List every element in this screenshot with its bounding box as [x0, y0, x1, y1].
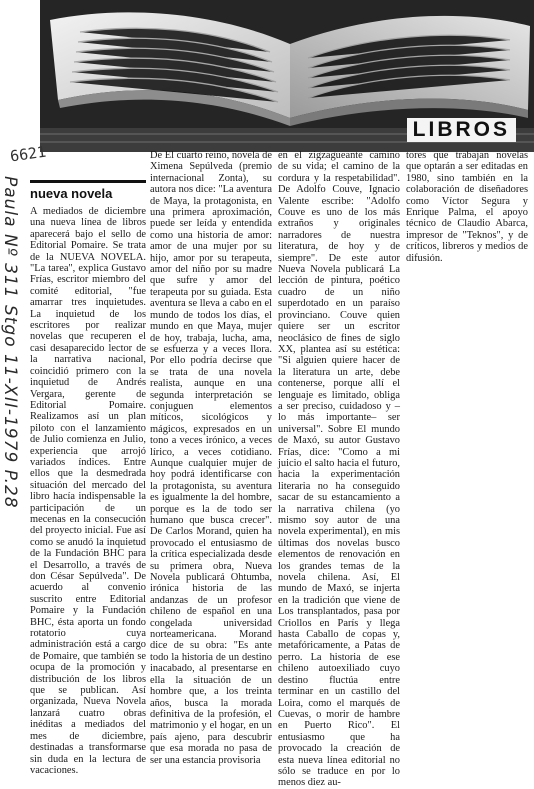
article-column-4 — [406, 150, 528, 264]
article-column-1 — [30, 206, 146, 776]
column-4-text: tores que trabajan novelas que optarán a ser editadas en 1980, sino también en la colaboración de diseñadores como Víctor Segura y Enrique Palma, el apoyo técnico de Claudio Abarca, impresor de "Teknos", y de críticos, libreros y medios de difusión. — [406, 150, 528, 264]
article-headline: nueva novela — [30, 180, 146, 201]
section-title: LIBROS — [407, 118, 516, 142]
article-column-2 — [150, 150, 272, 766]
article-column-3 — [278, 150, 400, 789]
column-1-text: A mediados de diciembre una nueva línea de libros aparecerá bajo el sello de Editorial Pomaire. Se trata de la NUEVA NOVELA. "La tarea", explica Gustavo Frías, escritor miembro del comité editorial, "fue amarrar tres inquietudes. La inquietud de los escritores por realizar novelas que recuperen el casi desaparecido lector de la narrativa nacional, coincidió primero con la inquietud de Andrés Vergara, gerente de Editorial Pomaire. Realizamos así un plan piloto con el lanzamiento de Julio comienza en Julio, experiencia que arrojó variados índices. Entre ellos que la desmedrada situación del mercado del libro hacía indispensable la participación de un mecenas en la consecución del proyecto inicial. Fue así como se anudó la inquietud de la Fundación BHC para el Desarrollo, a través de don César Sepúlveda". De acuerdo al convenio suscrito entre Editorial Pomaire y la Fundación BHC, ésta aporta un fondo rotatorio cuya administración está a cargo de Pomaire, que también se ocupa de la promoción y distribución de los libros que se publican. Así organizada, Nueva Novela lanzará cuatro obras inéditas a mediados del mes de diciembre, destinadas a transformarse sin duda en la lectura de vacaciones. — [30, 206, 146, 776]
handwritten-side-annotation — [2, 176, 28, 596]
column-2-text: De El cuarto reino, novela de Ximena Sepúlveda (premio internacional Zonta), su autora nos dice: "La aventura de Maya, la protagonista, en una primera aproximación, puede ser leída y entendida como una historia de amor: amor de una mujer por su hijo, amor por su terapeuta, amor del niño por su madre que sufre y amor del terapeuta por su guiada. Esta aventura se lleva a cabo en el mundo de todos los días, el mundo en que Maya, mujer de hoy, trabaja, lucha, ama, se esfuerza y a veces llora. Por ello podría decirse que se trata de una novela realista, aunque en una segunda interpretación se conjuguen elementos míticos, sicológicos y mágicos, expresados en un tono a veces irónico, a veces lírico, a veces cotidiano. Aunque cualquier mujer de hoy podrá identificarse con la protagonista, su aventura es igualmente la del hombre, porque es la de todo ser humano que busca crecer". De Carlos Morand, quien ha provocado el entusiasmo de la crítica especializada desde su primera obra, Nueva Novela publicará Ohtumba, irónica historia de las andanzas de un profesor chileno de español en una congelada universidad norteamericana. Morand dice de su obra: "Es ante todo la historia de un destino inacabado, al presentarse en ella la situación de un hombre que, a los treinta años, busca la morada definitiva de la profesión, el matrimonio y el hogar, en un país ajeno, para descubrir que esa morada no pasa de ser una estancia provisoria — [150, 150, 272, 766]
handwritten-stamp-number: 6621 — [8, 142, 48, 166]
column-3-text: en el zigzagueante camino de su vida; el camino de la cordura y la respetabilidad". De Adolfo Couve, Ignacio Valente escribe: "Adolfo Couve es uno de los más extraños y originales narradores de nuestra literatura, de hoy y de siempre". De este autor Nueva Novela publicará La lección de pintura, poético cuadro de un niño superdotado en un paraíso provinciano. Couve quien quiere ser un escritor neoclásico de fines de siglo XX, plantea así su estética: "Si alguien quiere hacer de la literatura un arte, debe contenerse, porque allí el lenguaje es limitado, obliga a ser preciso, cuidadoso y –lo más importante– ser universal". Sobre El mundo de Maxó, su autor Gustavo Frías, dice: "Como a mi juicio el salto hacia el futuro, hacia la experimentación literaria no ha conseguido sacar de su estancamiento a la narrativa chilena (yo mismo soy autor de una novela experimental), en mis últimas dos novelas busco elementos de renovación en los grandes temas de la novela chilena. Así, El mundo de Maxó, se injerta en la tradición que viene de Los transplantados, pasa por Criollos en París y llega hasta Caballo de copas y, metafóricamente, a Patas de perro. La historia de ese chileno autoexiliado cuyo destino fluctúa entre terminar en un castillo del Loira, como el marqués de Cuevas, o morir de hambre en Puerto Rico". El entusiasmo que ha provocado la creación de esta nueva línea editorial no sólo se traduce en por lo menos diez au- — [278, 150, 400, 789]
side-annotation-text: Paula Nº 311 Stgo 11-XII-1979 P.28 — [0, 176, 20, 509]
